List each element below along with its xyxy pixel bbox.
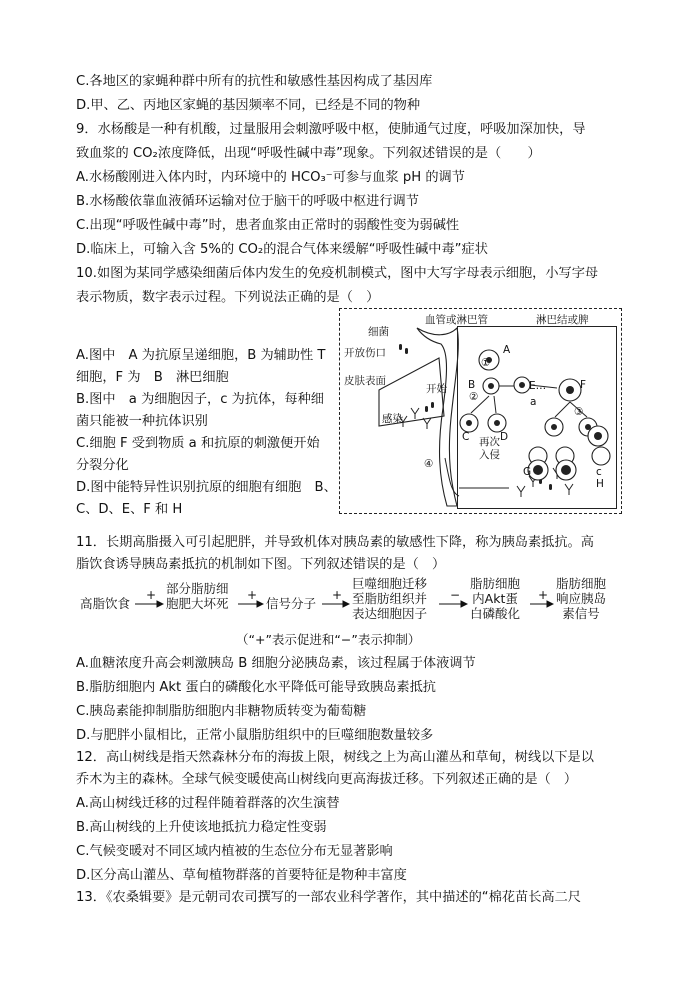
flow-node-adipocyte-necrosis-line2: 胞肥大坏死 [166, 596, 229, 611]
q10-stem-line1: 10.如图为某同学感染细菌后体内发生的免疫机制模式，图中大写字母表示细胞，小写字母 [76, 266, 599, 281]
diagram-label-A: A [503, 344, 511, 356]
diagram-label-reinvade1: 再次 [479, 436, 500, 448]
diagram-label-a: a [530, 396, 537, 408]
diagram-label-vessel: 血管或淋巴管 [425, 314, 488, 326]
q9-option-a: A.水杨酸刚进入体内时，内环境中的 HCO₃⁻可参与血浆 pH 的调节 [76, 170, 465, 185]
diagram-label-F: F [580, 379, 587, 391]
flow-node-akt-line3: 白磷酸化 [470, 606, 521, 621]
q8-option-c: C.各地区的家蝇种群中所有的抗性和敏感性基因构成了基因库 [76, 74, 433, 89]
q12-option-a: A.高山树线迁移的过程伴随着群落的次生演替 [76, 796, 340, 811]
diagram-label-skin: 皮肤表面 [344, 375, 386, 387]
q10-option-a-line2: 细胞，F 为 B 淋巴细胞 [76, 370, 229, 385]
q12-option-d: D.区分高山灌丛、草甸植物群落的首要特征是物种丰富度 [76, 868, 407, 883]
q10-option-d-line2: C、D、E、F 和 H [76, 502, 183, 517]
q10-option-b-line2: 菌只能被一种抗体识别 [76, 414, 208, 429]
q9-stem-line2: 致血浆的 CO₂浓度降低，出现“呼吸性碱中毒”现象。下列叙述错误的是（ ） [76, 146, 541, 161]
diagram-label-step4: ④ [424, 458, 434, 470]
q11-option-b: B.脂肪细胞内 Akt 蛋白的磷酸化水平降低可能导致胰岛素抵抗 [76, 680, 436, 695]
diagram-label-H: H [596, 478, 604, 490]
flow-node-signal-molecule: 信号分子 [266, 596, 317, 611]
q12-stem-line1: 12．高山树线是指天然森林分布的海拔上限，树线之上为高山灌丛和草甸，树线以下是以 [76, 750, 594, 765]
diagram-label-lymph: 淋巴结或脾 [536, 314, 589, 326]
q11-option-d: D.与肥胖小鼠相比，正常小鼠脂肪组织中的巨噬细胞数量较多 [76, 728, 434, 743]
diagram-label-step2: ② [469, 391, 479, 403]
q11-option-c: C.胰岛素能抑制脂肪细胞内非糖物质转变为葡萄糖 [76, 704, 367, 719]
q10-option-d-line1: D.图中能特异性识别抗原的细胞有细胞 B、 [76, 480, 337, 495]
flow-sign-4: − [450, 588, 461, 602]
q9-option-b: B.水杨酸依靠血液循环运输对位于脑干的呼吸中枢进行调节 [76, 194, 419, 209]
diagram-label-c: c [596, 466, 602, 478]
diagram-label-reinvade2: 入侵 [479, 449, 500, 461]
diagram-label-bacteria: 细菌 [368, 326, 389, 338]
q12-option-b: B.高山树线的上升使该地抵抗力稳定性变弱 [76, 820, 327, 835]
q10-option-a-line1: A.图中 A 为抗原呈递细胞，B 为辅助性 T [76, 348, 326, 363]
flow-sign-5: + [538, 588, 549, 602]
diagram-label-C: C [462, 431, 470, 443]
flow-sign-3: + [332, 588, 343, 602]
flow-node-insulin-line2: 响应胰岛 [556, 591, 607, 606]
q13-stem-line1: 13．《农桑辑要》是元朝司农司撰写的一部农业科学著作，其中描述的“棉花苗长高二尺 [76, 890, 581, 905]
flow-node-high-fat-diet: 高脂饮食 [80, 596, 131, 611]
diagram-label-D: D [500, 431, 509, 443]
flow-node-akt-line2: 内Akt蛋 [472, 591, 518, 606]
diagram-label-start: 开始 [426, 383, 447, 395]
q10-option-b-line1: B.图中 a 为细胞因子，c 为抗体，每种细 [76, 392, 324, 407]
q12-option-c: C.气候变暖对不同区域内植被的生态位分布无显著影响 [76, 844, 393, 859]
q11-flow-legend: （“+”表示促进和“−”表示抑制） [236, 632, 421, 647]
diagram-label-wound: 开放伤口 [344, 347, 386, 359]
q11-stem-line2: 脂饮食诱导胰岛素抵抗的机制如下图。下列叙述错误的是（ ） [76, 557, 446, 572]
q9-option-c: C.出现“呼吸性碱中毒”时，患者血浆由正常时的弱酸性变为弱碱性 [76, 218, 460, 233]
diagram-label-infect: 感染 [382, 413, 403, 425]
flow-node-insulin-line1: 脂肪细胞 [556, 576, 607, 591]
q11-stem-line1: 11．长期高脂摄入可引起肥胖，并导致机体对胰岛素的敏感性下降，称为胰岛素抵抗。高 [76, 535, 594, 550]
diagram-label-step3: ③ [574, 406, 584, 418]
diagram-label-step1: ① [481, 357, 491, 369]
flow-node-akt-line1: 脂肪细胞 [470, 576, 521, 591]
flow-sign-2: + [247, 588, 258, 602]
q10-option-c-line1: C.细胞 F 受到物质 a 和抗原的刺激便开始 [76, 436, 320, 451]
diagram-label-E: E… [529, 380, 547, 392]
q12-stem-line2: 乔木为主的森林。全球气候变暖使高山树线向更高海拔迁移。下列叙述正确的是（ ） [76, 772, 578, 787]
q9-stem-line1: 9．水杨酸是一种有机酸，过量服用会刺激呼吸中枢，使肺通气过度，呼吸加深加快，导 [76, 122, 586, 137]
flow-node-macrophage-line1: 巨噬细胞迁移 [352, 576, 428, 591]
flow-node-macrophage-line2: 至脂肪组织并 [352, 591, 428, 606]
diagram-label-B: B [468, 379, 476, 391]
flow-node-insulin-line3: 素信号 [562, 606, 600, 621]
flow-sign-1: + [146, 588, 157, 602]
q11-option-a: A.血糖浓度升高会刺激胰岛 B 细胞分泌胰岛素，该过程属于体液调节 [76, 656, 476, 671]
q10-option-c-line2: 分裂分化 [76, 458, 129, 473]
flow-node-adipocyte-necrosis-line1: 部分脂肪细 [166, 581, 229, 596]
diagram-label-G: G [523, 466, 532, 478]
q8-option-d: D.甲、乙、丙地区家蝇的基因频率不同，已经是不同的物种 [76, 98, 421, 113]
q9-option-d: D.临床上，可输入含 5%的 CO₂的混合气体来缓解“呼吸性碱中毒”症状 [76, 242, 488, 257]
q10-stem-line2: 表示物质，数字表示过程。下列说法正确的是（ ） [76, 290, 380, 305]
flow-node-macrophage-line3: 表达细胞因子 [352, 606, 428, 621]
